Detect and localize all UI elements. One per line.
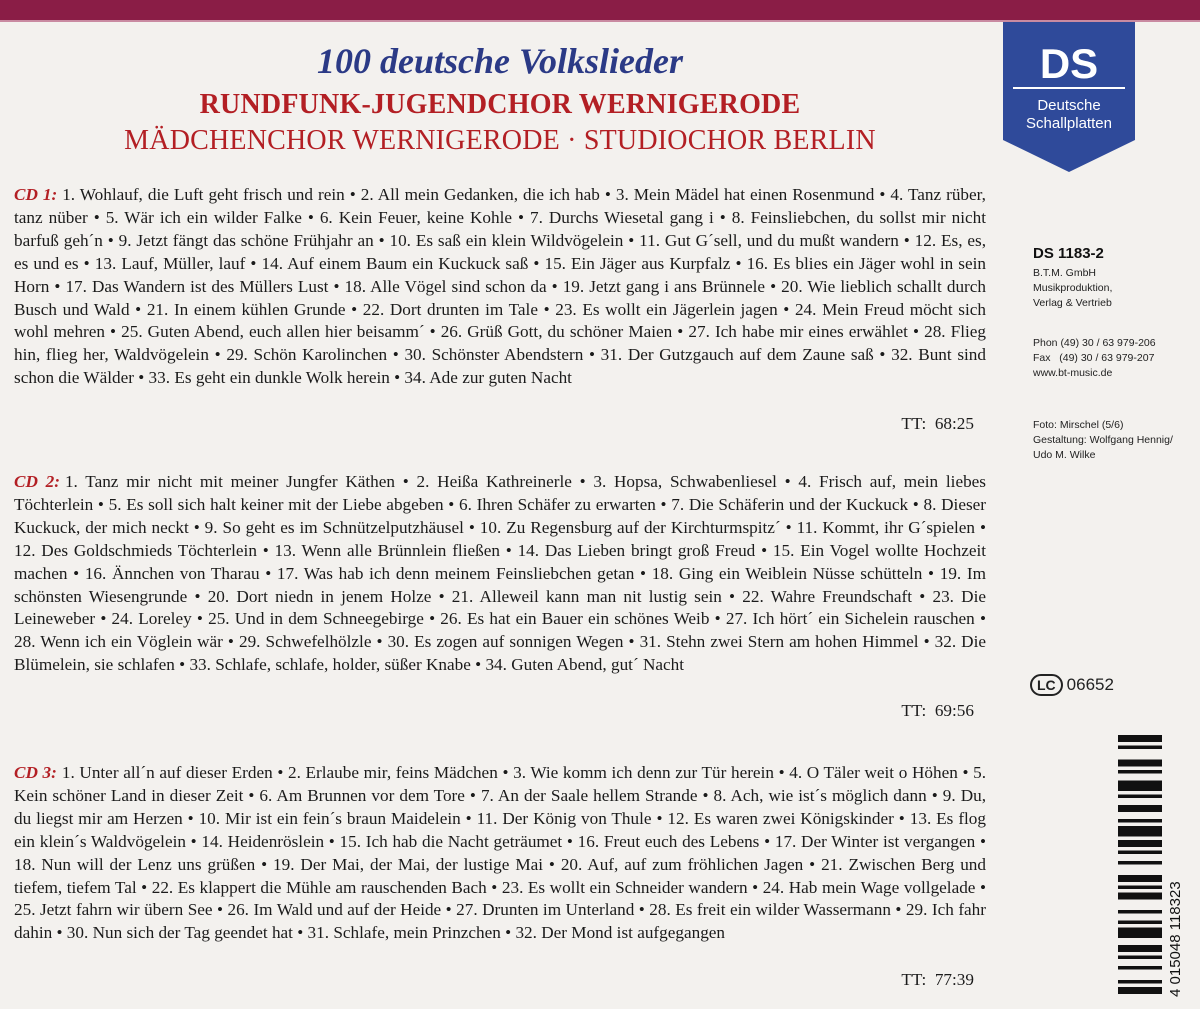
cd2-tracks: 1. Tanz mir nicht mit meiner Jungfer Käthen • 2. Heißa Kathreinerle • 3. Hopsa, Schwabenliesel • 4. Frisch auf, mein liebes Töchterlein • 5. Es soll sich halt keiner mit der Liebe abgeben • 6. Ihren Schäfer zu erwarten • 7. Die Schäferin und der Kuckuck • 8. Dieser Kuckuck, der mich neckt • 9. So geht es im Schnützelputzhäusel • 10. Zu Regensburg auf der Kirchturmspitz´ • 11. Kommt, ihr G´spielen • 12. Des Goldschmieds Töchterlein • 13. Wenn alle Brünnlein fließen • 14. Das Lieben bringt groß Freud • 15. Ein Vogel wollte Hochzeit machen • 16. Ännchen von Tharau • 17. Was hab ich denn meinem Feinsliebchen getan • 18. Ging ein Weiblein Nüsse schütteln • 19. Im schönsten Wiesengrunde • 20. Dort niedn in jenem Holze • 21. Alleweil kann man nit lustig sein • 22. Wahre Freundschaft • 23. Die Leineweber • 24. Loreley • 25. Und in dem Schneegebirge • 26. Es hat ein Bauer ein schönes Weib • 27. Ich hört´ ein Sichelein rauschen • 28. Wenn ich ein Vöglein wär • 29. Schwefelhölzle • 30. Es zogen auf sonnigen Wegen • 31. Stehn zwei Stern am hohen Himmel • 32. Die Blümelein, sie schlafen • 33. Schlafe, schlafe, holder, süßer Knabe • 34. Guten Abend, gut´ Nacht [14, 472, 986, 675]
barcode-bar [1118, 921, 1162, 925]
barcode-bar [1118, 966, 1162, 970]
main-artist: RUNDFUNK-JUGENDCHOR WERNIGERODE [199, 89, 801, 120]
cd1-tracks: 1. Wohlauf, die Luft geht frisch und rein • 2. All mein Gedanken, die ich hab • 3. Mein Mädel hat einen Rosenmund • 4. Tanz rüber, tanz nüber • 5. Wär ich ein wilder Falke • 6. Kein Feuer, keine Kohle • 7. Durchs Wiesetal gang i • 8. Feinsliebchen, du sollst mir nicht barfuß geh´n • 9. Jetzt fängt das schöne Frühjahr an • 10. Es saß ein klein Wildvögelein • 11. Gut G´sell, und du mußt wandern • 12. Es, es, es und es • 13. Lauf, Müller, lauf • 14. Auf einem Baum ein Kuckuck saß • 15. Ein Jäger aus Kurpfalz • 16. Es blies ein Jäger wohl in sein Horn • 17. Das Wandern ist des Müllers Lust • 18. Alle Vögel sind schon da • 19. Jetzt gang i ans Brünnele • 20. Wie lieblich schallt durch Busch und Wald • 21. In einem kühlen Grunde • 22. Dort drunten im Tale • 23. Es wollt ein Jägerlein jagen • 24. Mein Freud möcht sich wohl mehren • 25. Guten Abend, euch allen hier beisamm´ • 26. Grüß Gott, du schöner Maien • 27. Ich habe mir eines erwählet • 28. Flieg hin, flieg her, Waldvögelein • 29. Schön Karolinchen • 30. Schönster Abendstern • 31. Der Gutzgauch auf dem Zaune saß • 32. Bunt sind schon die Wälder • 33. Es geht ein dunkle Wolk herein • 34. Ade zur guten Nacht [14, 185, 986, 388]
barcode-bar [1118, 746, 1162, 750]
barcode-bar [1118, 893, 1162, 900]
album-title: 100 deutsche Volkslieder [317, 41, 683, 81]
supporting-artists: MÄDCHENCHOR WERNIGERODE · STUDIOCHOR BERLIN [124, 125, 876, 156]
barcode-bar [1118, 851, 1162, 855]
barcode-bar [1118, 770, 1162, 774]
logo-initials: DS [1039, 40, 1099, 87]
barcode-bar [1118, 861, 1162, 865]
barcode-bar [1118, 886, 1162, 890]
barcode-bar [1118, 760, 1162, 767]
cd2-label: CD 2: [14, 472, 60, 491]
lc-mark: LC [1030, 674, 1063, 696]
website-url: www.bt-music.de [1033, 367, 1113, 379]
design-credit-cont: Udo M. Wilke [1033, 449, 1096, 461]
lc-number: 06652 [1066, 675, 1114, 694]
phone-number: Phon (49) 30 / 63 979-206 [1033, 337, 1156, 349]
catalog-number: DS 1183-2 [1033, 245, 1104, 262]
credits [1033, 418, 1173, 463]
barcode-bar [1118, 956, 1162, 960]
barcode-bar [1118, 945, 1162, 952]
contact-info [1033, 336, 1156, 381]
barcode-bars [1118, 735, 1162, 994]
cd2-total-time: TT: 69:56 [901, 701, 974, 721]
barcode-bar [1118, 987, 1162, 994]
barcode-digits: 4 015048 118323 [1167, 881, 1184, 997]
top-color-band [0, 0, 1200, 20]
barcode-bar [1118, 980, 1162, 984]
barcode-bar [1118, 910, 1162, 914]
barcode-bar [1118, 805, 1162, 812]
barcode [1118, 735, 1188, 1000]
cd1-total-time: TT: 68:25 [901, 414, 974, 434]
barcode-bar [1118, 840, 1162, 847]
barcode-bar [1118, 781, 1162, 792]
cd2-tracklist [14, 471, 986, 723]
label-info-line: Musikproduktion, [1033, 282, 1113, 294]
cd3-tracks: 1. Unter all´n auf dieser Erden • 2. Erlaube mir, feins Mädchen • 3. Wie komm ich denn zur Tür herein • 4. O Täler weit o Höhen • 5. Kein schöner Land in dieser Zeit • 6. Am Brunnen vor dem Tore • 7. An der Saale hellem Strande • 8. Ach, wie ist´s möglich dann • 9. Du, du liegst mir am Herzen • 10. Mir ist ein fein´s braun Maidelein • 11. Der König von Thule • 12. Es waren zwei Königskinder • 13. Es flog ein klein´s Waldvögelein • 14. Heidenröslein • 15. Ich hab die Nacht geträumet • 16. Freut euch des Lebens • 17. Der Winter ist vergangen • 18. Nun will der Lenz uns grüßen • 19. Der Mai, der Mai, der lustige Mai • 20. Auf, auf zum fröhlichen Jagen • 21. Zwischen Berg und tiefem, tiefem Tal • 22. Es klappert die Mühle am rauschenden Bach • 23. Es wollt ein Schneider wandern • 24. Hab mein Wage vollgelade • 25. Jetzt fahrn wir übern See • 26. Im Wald und auf der Heide • 27. Drunten im Unterland • 28. Es freit ein wilder Wassermann • 29. Ich fahr dahin • 30. Nun sich der Tag geendet hat • 31. Schlafe, mein Prinzchen • 32. Der Mond ist aufgegangen [14, 763, 987, 943]
deutsche-schallplatten-logo [1003, 22, 1135, 172]
barcode-bar [1118, 826, 1162, 837]
cd1-label: CD 1: [14, 185, 58, 204]
barcode-bar [1118, 795, 1162, 799]
photo-credit: Foto: Mirschel (5/6) [1033, 419, 1124, 431]
cd1-tracklist [14, 184, 986, 436]
barcode-bar [1118, 928, 1162, 939]
fax-number: Fax (49) 30 / 63 979-207 [1033, 352, 1155, 364]
label-code [1030, 674, 1114, 696]
barcode-bar [1118, 735, 1162, 742]
logo-line-1: Deutsche [1037, 97, 1101, 114]
label-info-line: Verlag & Vertrieb [1033, 297, 1112, 309]
logo-line-2: Schallplatten [1026, 115, 1112, 132]
barcode-bar [1118, 819, 1162, 823]
cd3-label: CD 3: [14, 763, 57, 782]
cd3-total-time: TT: 77:39 [901, 970, 974, 990]
label-info [1033, 266, 1112, 311]
design-credit: Gestaltung: Wolfgang Hennig/ [1033, 434, 1173, 446]
barcode-bar [1118, 875, 1162, 882]
label-info-line: B.T.M. GmbH [1033, 267, 1097, 279]
cd3-tracklist [14, 762, 986, 992]
